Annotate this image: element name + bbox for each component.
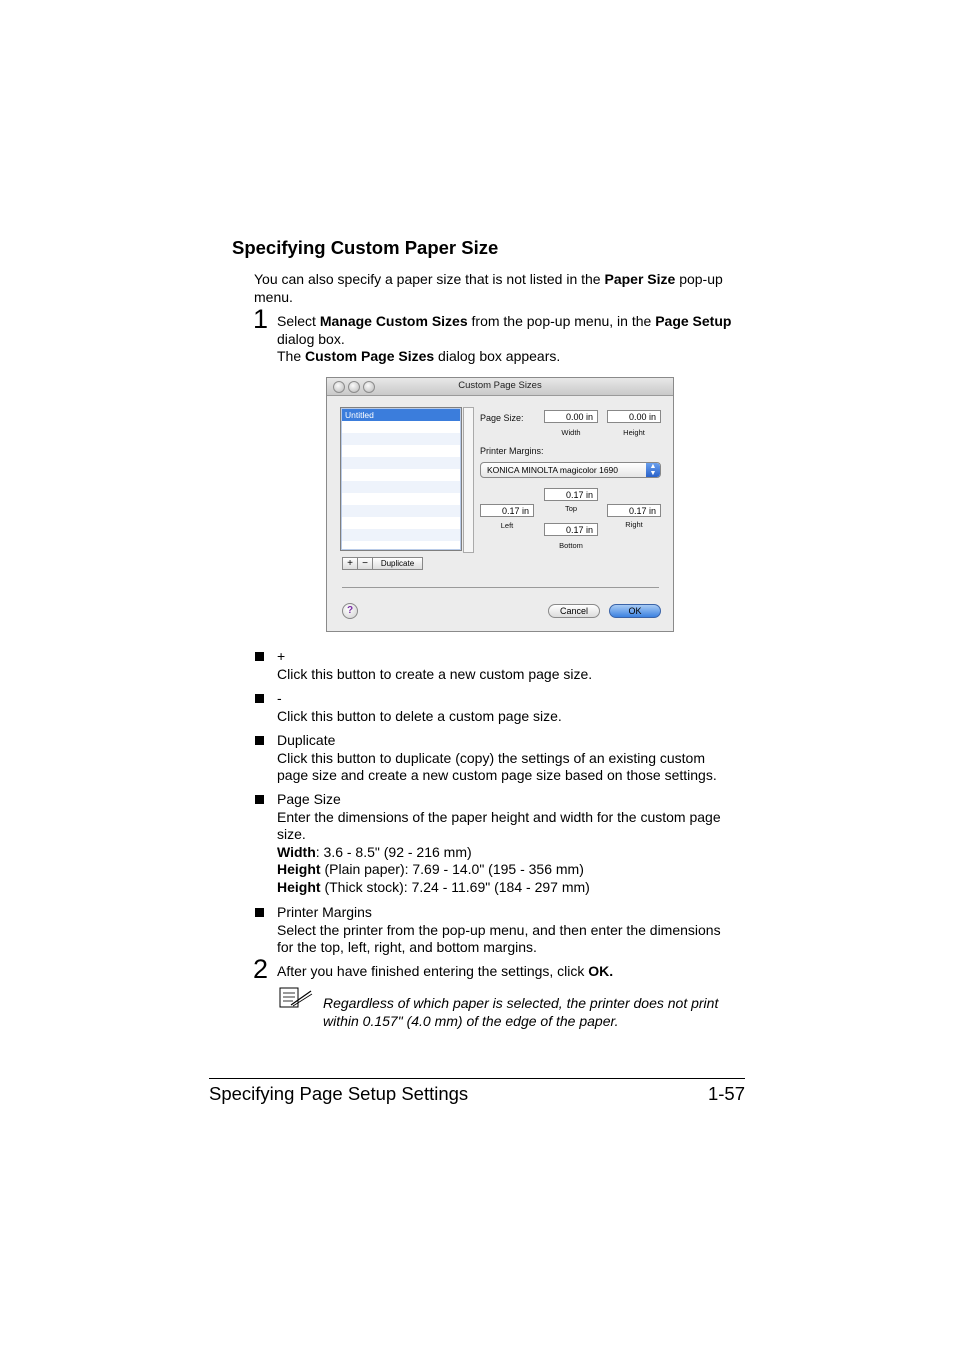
list-row-empty xyxy=(342,433,460,445)
height-term-thick: Height xyxy=(277,878,321,895)
step-1-bold-a: Manage Custom Sizes xyxy=(319,313,468,329)
bullet-minus-title: - xyxy=(277,690,282,706)
bottom-label: Bottom xyxy=(559,541,583,550)
help-button[interactable]: ? xyxy=(342,603,358,619)
bullet-dup-title: Duplicate xyxy=(277,732,336,748)
width-label: Width xyxy=(561,428,581,437)
note-line2: within 0.157" (4.0 mm) of the edge of the paper. xyxy=(323,1012,619,1029)
remove-button[interactable]: − xyxy=(357,557,373,570)
height-range-plain: (Plain paper): 7.69 - 14.0" (195 - 356 mm) xyxy=(320,861,584,877)
bullet-ps-line1: Enter the dimensions of the paper height and width for the custom page xyxy=(277,808,721,825)
note-text xyxy=(323,995,753,1030)
note-icon xyxy=(279,987,313,1014)
right-margin-field[interactable]: 0.17 in xyxy=(607,504,661,517)
list-row-empty xyxy=(342,481,460,493)
step-1-text-a: Select xyxy=(277,313,320,329)
top-margin-field[interactable]: 0.17 in xyxy=(544,488,598,501)
page-size-label: Page Size: xyxy=(480,413,524,423)
width-term: Width xyxy=(277,843,316,860)
list-row-empty xyxy=(342,445,460,457)
bullet-ps-line2: size. xyxy=(277,826,306,842)
popup-arrows-icon: ▲ ▼ xyxy=(646,463,660,477)
top-label: Top xyxy=(564,504,578,513)
bullet-dup-line2: page size and create a new custom page size based on those settings. xyxy=(277,767,717,783)
section-heading: Specifying Custom Paper Size xyxy=(232,237,499,258)
bullet-plus-title: + xyxy=(277,648,286,664)
list-row-empty xyxy=(342,457,460,469)
dialog-title: Custom Page Sizes xyxy=(458,380,542,391)
bottom-margin-field[interactable]: 0.17 in xyxy=(544,523,598,536)
note-line1: Regardless of which paper is selected, the printer does not print xyxy=(323,995,719,1011)
step-1-line3-a: The xyxy=(277,348,306,364)
bullet-minus xyxy=(277,690,747,725)
list-scrollbar[interactable] xyxy=(463,407,474,553)
bullet-duplicate xyxy=(277,732,747,785)
bullet-plus xyxy=(277,648,747,683)
step-2-text-a: After you have finished entering the settings, click xyxy=(277,963,589,979)
bullet-minus-desc: Click this button to delete a custom page size. xyxy=(277,707,562,724)
bullet-icon xyxy=(255,694,264,703)
step-2-text xyxy=(277,963,747,981)
custom-page-sizes-dialog xyxy=(326,377,674,632)
step-1-line3-bold: Custom Page Sizes xyxy=(305,348,435,364)
printer-popup-value: KONICA MINOLTA magicolor 1690 xyxy=(487,465,619,475)
list-row-empty xyxy=(342,517,460,529)
bullet-printer-margins xyxy=(277,904,747,957)
footer-section-title: Specifying Page Setup Settings xyxy=(209,1083,469,1104)
bullet-icon xyxy=(255,652,264,661)
footer-rule xyxy=(209,1078,745,1079)
step-1-number: 1 xyxy=(253,304,269,334)
bullet-pm-line2: for the top, left, right, and bottom margins. xyxy=(277,939,537,955)
bullet-page-size xyxy=(277,791,747,896)
list-row-empty xyxy=(342,505,460,517)
bullet-icon xyxy=(255,795,264,804)
left-margin-field[interactable]: 0.17 in xyxy=(480,504,534,517)
printer-popup[interactable] xyxy=(480,462,661,478)
bullet-plus-desc: Click this button to create a new custom page size. xyxy=(277,665,593,682)
dialog-titlebar xyxy=(327,378,673,396)
intro-text: You can also specify a paper size that is not listed in the xyxy=(254,271,605,287)
list-row-empty xyxy=(342,493,460,505)
dialog-separator xyxy=(342,587,659,588)
page-number: 1-57 xyxy=(707,1083,745,1104)
step-1-line3-b: dialog box appears. xyxy=(434,348,561,364)
list-item[interactable]: Untitled xyxy=(342,409,460,421)
ok-button[interactable]: OK xyxy=(609,604,661,618)
width-field[interactable]: 0.00 in xyxy=(544,410,598,423)
left-label: Left xyxy=(500,521,514,530)
step-2-number: 2 xyxy=(253,954,269,984)
add-button[interactable]: + xyxy=(342,557,358,570)
list-row-empty xyxy=(342,469,460,481)
width-range: : 3.6 - 8.5" (92 - 216 mm) xyxy=(315,843,472,860)
cancel-button[interactable]: Cancel xyxy=(548,604,600,618)
step-1-text xyxy=(277,313,757,366)
list-row-empty xyxy=(342,421,460,433)
bullet-icon xyxy=(255,908,264,917)
step-1-bold-b: Page Setup xyxy=(655,313,732,329)
list-row-empty xyxy=(342,529,460,541)
bullet-pm-line1: Select the printer from the pop-up menu, and then enter the dimensions xyxy=(277,921,721,938)
duplicate-button[interactable]: Duplicate xyxy=(372,557,423,570)
step-2-bold: OK. xyxy=(588,963,614,979)
printer-margins-label: Printer Margins: xyxy=(480,446,544,456)
step-1-text-b: from the pop-up menu, in the xyxy=(467,313,656,329)
height-label: Height xyxy=(623,428,645,437)
intro-paragraph xyxy=(254,271,754,306)
height-range-thick: (Thick stock): 7.24 - 11.69" (184 - 297 mm) xyxy=(320,878,590,895)
intro-text-end: pop-up xyxy=(675,271,723,287)
intro-line2: menu. xyxy=(254,288,293,305)
bullet-dup-line1: Click this button to duplicate (copy) the settings of an existing custom xyxy=(277,749,705,766)
right-label: Right xyxy=(625,520,643,529)
bullet-icon xyxy=(255,736,264,745)
step-1-line2: dialog box. xyxy=(277,330,345,347)
bullet-ps-title: Page Size xyxy=(277,791,341,807)
bullet-pm-title: Printer Margins xyxy=(277,904,372,920)
custom-sizes-list[interactable] xyxy=(340,407,462,551)
height-field[interactable]: 0.00 in xyxy=(607,410,661,423)
intro-bold: Paper Size xyxy=(604,271,676,287)
height-term-plain: Height xyxy=(277,861,321,877)
